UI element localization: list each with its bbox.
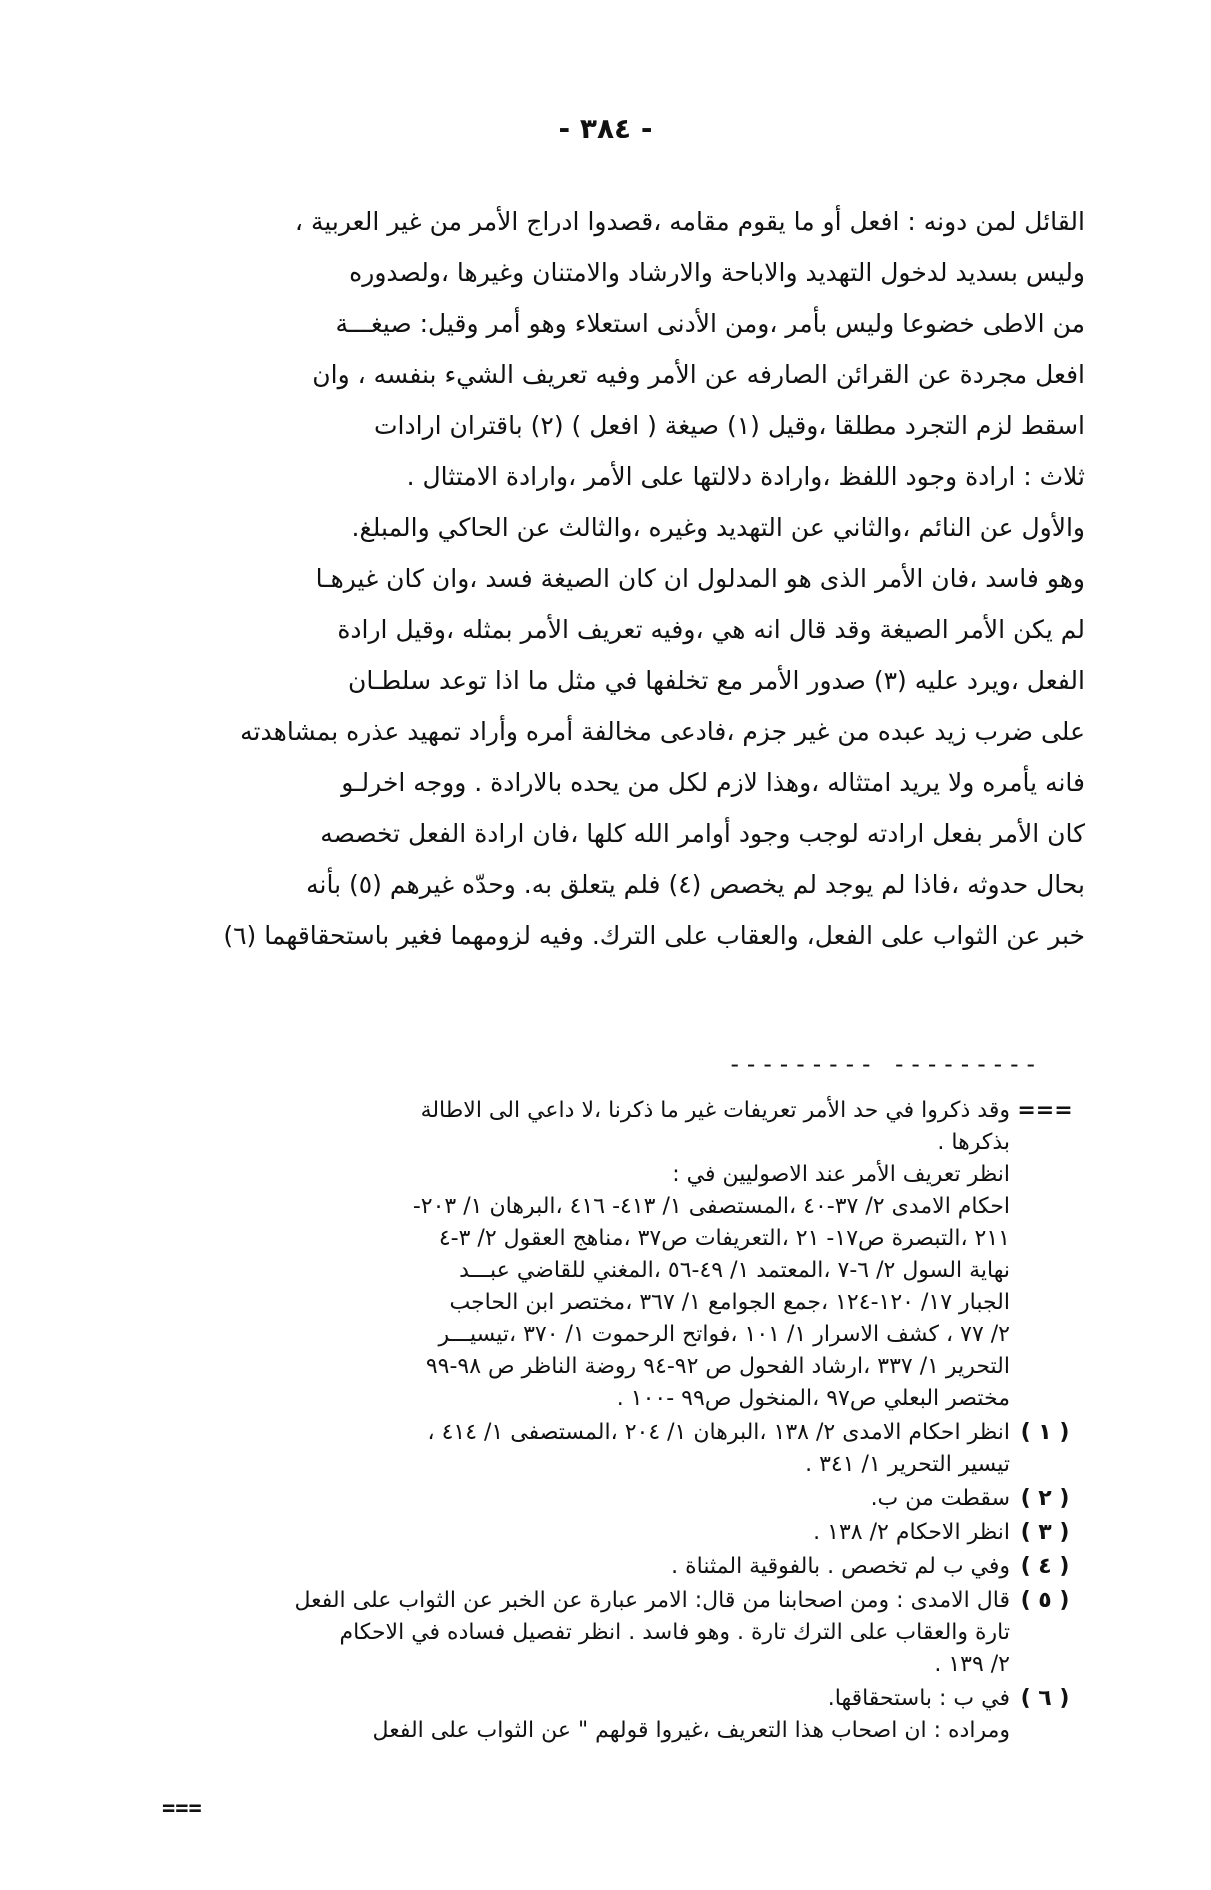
footnote-marker: ( ١ ): [1020, 1420, 1070, 1445]
text-line: بحال حدوثه ،فاذا لم يوجد لم يخصص (٤) فلم يتعلق به. وحدّه غيرهم (٥) بأنه: [306, 870, 1085, 899]
footnote-line: تيسير التحرير ١/ ٣٤١ .: [805, 1452, 1010, 1477]
footnote-line: الجبار ١٧/ ١٢٠-١٢٤ ،جمع الجوامع ١/ ٣٦٧ ،مختصر ابن الحاجب: [449, 1290, 1010, 1315]
text-line: ثلاث : ارادة وجود اللفظ ،وارادة دلالتها على الأمر ،وارادة الامتثال .: [406, 462, 1085, 491]
text-line: لم يكن الأمر الصيغة وقد قال انه هي ،وفيه تعريف الأمر بمثله ،وقيل ارادة: [337, 615, 1085, 644]
footnote-line: ٢/ ١٣٩ .: [934, 1652, 1010, 1677]
footnote-line: نهاية السول ٢/ ٦-٧ ،المعتمد ١/ ٤٩-٥٦ ،المغني للقاضي عبـــد: [459, 1258, 1010, 1283]
footnote-line: سقطت من ب.: [870, 1486, 1010, 1511]
footnote-content: [140, 1585, 1010, 1681]
footnote-line: بذكرها .: [937, 1130, 1010, 1155]
text-line: من الاطى خضوعا وليس بأمر ،ومن الأدنى استعلاء وهو أمر وقيل: صيغـــة: [335, 309, 1085, 338]
footnote-marker: ( ٣ ): [1020, 1520, 1070, 1545]
footnote-content: [140, 1095, 1010, 1415]
footnote-marker: ===: [1017, 1098, 1073, 1123]
footnote-line: تارة والعقاب على الترك تارة . وهو فاسد . انظر تفصيل فساده في الاحكام: [339, 1620, 1010, 1645]
text-line: القائل لمن دونه : افعل أو ما يقوم مقامه ،قصدوا ادراج الأمر من غير العربية ،: [294, 207, 1085, 236]
footnote-marker: ( ٤ ): [1020, 1554, 1070, 1579]
text-line: فانه يأمره ولا يريد امتثاله ،وهذا لازم لكل من يحده بالارادة . ووجه اخرلـو: [341, 768, 1085, 797]
footnote-line: انظر احكام الامدى ٢/ ١٣٨ ،البرهان ١/ ٢٠٤ ،المستصفى ١/ ٤١٤ ،: [427, 1420, 1010, 1445]
footnote-divider: --------- ---------: [727, 1050, 1040, 1078]
footnote-content: [140, 1483, 1010, 1515]
footnote-line: في ب : باستحقاقها.: [827, 1686, 1010, 1711]
footnote-marker: ( ٢ ): [1020, 1486, 1070, 1511]
text-line: كان الأمر بفعل ارادته لوجب وجود أوامر الله كلها ،فان ارادة الفعل تخصصه: [320, 819, 1085, 848]
footnote-line: وفي ب لم تخصص . بالفوقية المثناة .: [671, 1554, 1010, 1579]
main-text: [155, 196, 1085, 961]
footnote-marker: ( ٦ ): [1020, 1686, 1070, 1711]
text-line: افعل مجردة عن القرائن الصارفه عن الأمر وفيه تعريف الشيء بنفسه ، وان: [312, 360, 1085, 389]
footnote-line: انظر الاحكام ٢/ ١٣٨ .: [813, 1520, 1010, 1545]
footnote-content: [140, 1683, 1010, 1747]
footnotes: [140, 1095, 1080, 1749]
footnote-2: [140, 1483, 1080, 1515]
footnote-line: انظر تعريف الأمر عند الاصوليين في :: [672, 1162, 1010, 1187]
footnote-5: [140, 1585, 1080, 1681]
footnote-line: قال الامدى : ومن اصحابنا من قال: الامر عبارة عن الخبر عن الثواب على الفعل: [294, 1588, 1010, 1613]
footnote-continued: [140, 1095, 1080, 1415]
text-line: وليس بسديد لدخول التهديد والاباحة والارشاد والامتنان وغيرها ،ولصدوره: [349, 258, 1085, 287]
footnote-line: التحرير ١/ ٣٣٧ ،ارشاد الفحول ص ٩٢-٩٤ روضة الناظر ص ٩٨-٩٩: [425, 1354, 1010, 1379]
footnote-3: [140, 1517, 1080, 1549]
text-line: على ضرب زيد عبده من غير جزم ،فادعى مخالفة أمره وأراد تمهيد عذره بمشاهدته: [240, 717, 1085, 746]
footnote-line: مختصر البعلي ص٩٧ ،المنخول ص٩٩ -١٠٠ .: [616, 1386, 1010, 1411]
continuation-mark: ===: [162, 1796, 202, 1821]
text-line: الفعل ،ويرد عليه (٣) صدور الأمر مع تخلفها في مثل ما اذا توعد سلطـان: [347, 666, 1085, 695]
text-line: وهو فاسد ،فان الأمر الذى هو المدلول ان كان الصيغة فسد ،وان كان غيرهـا: [315, 564, 1085, 593]
footnote-content: [140, 1517, 1010, 1549]
footnote-line: ٢/ ٧٧ ، كشف الاسرار ١/ ١٠١ ،فواتح الرحموت ١/ ٣٧٠ ،تيسيـــر: [438, 1322, 1010, 1347]
footnote-marker: ( ٥ ): [1020, 1588, 1070, 1613]
footnote-6: [140, 1683, 1080, 1747]
footnote-content: [140, 1417, 1010, 1481]
footnote-4: [140, 1551, 1080, 1583]
text-line: والأول عن النائم ،والثاني عن التهديد وغيره ،والثالث عن الحاكي والمبلغ.: [351, 513, 1085, 542]
text-line: اسقط لزم التجرد مطلقا ،وقيل (١) صيغة ( افعل ) (٢) باقتران ارادات: [374, 411, 1085, 440]
footnote-content: [140, 1551, 1010, 1583]
text-line: خبر عن الثواب على الفعل، والعقاب على الترك. وفيه لزومهما فغير باستحقاقهما (٦): [223, 921, 1085, 950]
footnote-line: وقد ذكروا في حد الأمر تعريفات غير ما ذكرنا ،لا داعي الى الاطالة: [420, 1098, 1010, 1123]
page-number: - ٣٨٤ -: [558, 112, 653, 145]
footnote-1: [140, 1417, 1080, 1481]
footnote-line: احكام الامدى ٢/ ٣٧-٤٠ ،المستصفى ١/ ٤١٣- ٤١٦ ،البرهان ١/ ٢٠٣-: [412, 1194, 1010, 1219]
footnote-line: ٢١١ ،التبصرة ص١٧- ٢١ ،التعريفات ص٣٧ ،مناهج العقول ٢/ ٣-٤: [438, 1226, 1010, 1251]
footnote-line: ومراده : ان اصحاب هذا التعريف ،غيروا قولهم " عن الثواب على الفعل: [372, 1718, 1010, 1743]
